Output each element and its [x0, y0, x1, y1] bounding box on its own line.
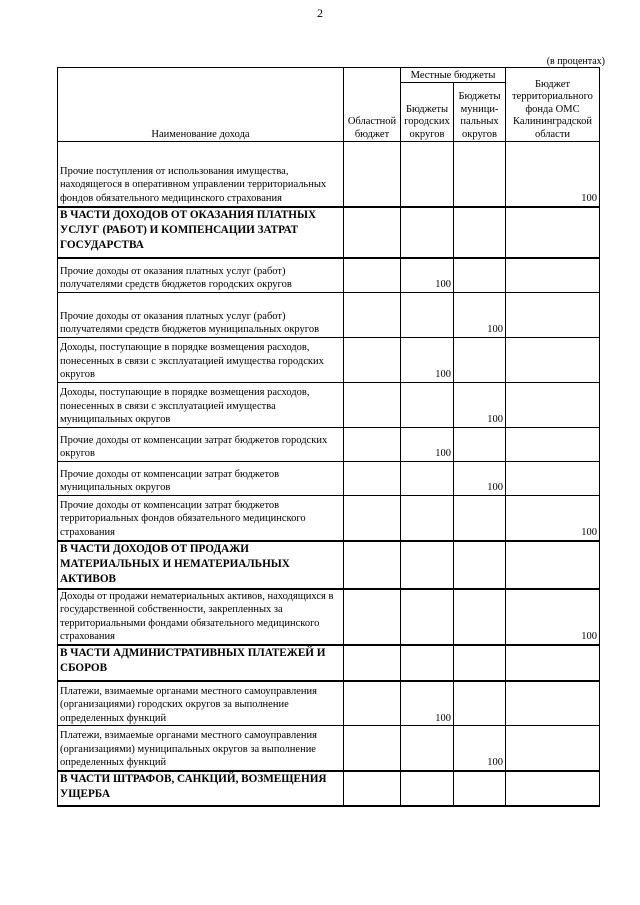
revenue-name: Прочие доходы от оказания платных услуг (работ) получателями средств бюджетов муниципальных округов — [58, 293, 344, 338]
empty-cell — [506, 207, 600, 258]
municipal-districts-share: 100 — [454, 293, 506, 338]
section-row — [58, 645, 600, 681]
table-row — [58, 681, 600, 726]
table-row — [58, 142, 600, 207]
city-districts-share: 100 — [401, 428, 454, 462]
regional-budget-share — [344, 293, 401, 338]
revenue-name: Доходы от продажи нематериальных активов, находящихся в государственной собственности, закрепленных за территориальными фондами обязательного медицинского страхования — [58, 589, 344, 645]
regional-budget-share — [344, 338, 401, 383]
table-row — [58, 589, 600, 645]
section-title: В ЧАСТИ ДОХОДОВ ОТ ОКАЗАНИЯ ПЛАТНЫХ УСЛУГ (РАБОТ) И КОМПЕНСАЦИИ ЗАТРАТ ГОСУДАРСТВА — [58, 207, 344, 258]
empty-cell — [506, 771, 600, 806]
regional-budget-share — [344, 726, 401, 771]
municipal-districts-share — [454, 428, 506, 462]
empty-cell — [506, 541, 600, 589]
oms-fund-share: 100 — [506, 589, 600, 645]
header-oms-fund-budget: Бюджет территориального фонда ОМС Калининградской области — [506, 68, 600, 142]
revenue-name: Доходы, поступающие в порядке возмещения расходов, понесенных в связи с эксплуатацией имущества городских округов — [58, 338, 344, 383]
oms-fund-share — [506, 462, 600, 496]
regional-budget-share — [344, 428, 401, 462]
section-row — [58, 771, 600, 806]
revenue-name: Платежи, взимаемые органами местного самоуправления (организациями) муниципальных округов за выполнение определенных функций — [58, 726, 344, 771]
empty-cell — [401, 771, 454, 806]
revenue-name: Платежи, взимаемые органами местного самоуправления (организациями) городских округов за выполнение определенных функций — [58, 681, 344, 726]
section-title: В ЧАСТИ ДОХОДОВ ОТ ПРОДАЖИ МАТЕРИАЛЬНЫХ И НЕМАТЕРИАЛЬНЫХ АКТИВОВ — [58, 541, 344, 589]
empty-cell — [344, 207, 401, 258]
empty-cell — [506, 645, 600, 681]
section-row — [58, 541, 600, 589]
table-row — [58, 726, 600, 771]
header-revenue-name: Наименование дохода — [58, 68, 344, 142]
section-title: В ЧАСТИ ШТРАФОВ, САНКЦИЙ, ВОЗМЕЩЕНИЯ УЩЕРБА — [58, 771, 344, 806]
municipal-districts-share: 100 — [454, 462, 506, 496]
city-districts-share — [401, 293, 454, 338]
revenue-name: Доходы, поступающие в порядке возмещения расходов, понесенных в связи с эксплуатацией имущества муниципальных округов — [58, 383, 344, 428]
regional-budget-share — [344, 383, 401, 428]
oms-fund-share: 100 — [506, 142, 600, 207]
table-row — [58, 462, 600, 496]
empty-cell — [344, 771, 401, 806]
section-title: В ЧАСТИ АДМИНИСТРАТИВНЫХ ПЛАТЕЖЕЙ И СБОРОВ — [58, 645, 344, 681]
municipal-districts-share — [454, 338, 506, 383]
municipal-districts-share: 100 — [454, 383, 506, 428]
revenue-name: Прочие доходы от оказания платных услуг (работ) получателями средств бюджетов городских округов — [58, 258, 344, 293]
header-regional-budget: Областной бюджет — [344, 68, 401, 142]
empty-cell — [401, 207, 454, 258]
municipal-districts-share — [454, 142, 506, 207]
table-row — [58, 496, 600, 541]
city-districts-share: 100 — [401, 258, 454, 293]
units-note: (в процентах) — [546, 56, 605, 67]
empty-cell — [454, 207, 506, 258]
revenue-name: Прочие поступления от использования имущества, находящегося в оперативном управлении территориальных фондов обязательного медицинского страхования — [58, 142, 344, 207]
oms-fund-share — [506, 681, 600, 726]
header-municipal-districts: Бюджеты муници-пальных округов — [454, 83, 506, 142]
revenue-name: Прочие доходы от компенсации затрат бюджетов муниципальных округов — [58, 462, 344, 496]
empty-cell — [454, 541, 506, 589]
revenue-distribution-table — [57, 67, 600, 807]
table-row — [58, 293, 600, 338]
city-districts-share — [401, 496, 454, 541]
header-city-districts: Бюджеты городских округов — [401, 83, 454, 142]
city-districts-share: 100 — [401, 338, 454, 383]
revenue-name: Прочие доходы от компенсации затрат бюджетов городских округов — [58, 428, 344, 462]
regional-budget-share — [344, 462, 401, 496]
city-districts-share — [401, 589, 454, 645]
empty-cell — [454, 645, 506, 681]
municipal-districts-share — [454, 681, 506, 726]
municipal-districts-share — [454, 258, 506, 293]
oms-fund-share — [506, 293, 600, 338]
oms-fund-share — [506, 428, 600, 462]
oms-fund-share — [506, 258, 600, 293]
empty-cell — [344, 541, 401, 589]
regional-budget-share — [344, 258, 401, 293]
header-local-budgets: Местные бюджеты — [401, 68, 506, 83]
oms-fund-share: 100 — [506, 496, 600, 541]
city-districts-share — [401, 462, 454, 496]
empty-cell — [401, 541, 454, 589]
oms-fund-share — [506, 383, 600, 428]
regional-budget-share — [344, 142, 401, 207]
regional-budget-share — [344, 589, 401, 645]
oms-fund-share — [506, 338, 600, 383]
table-row — [58, 258, 600, 293]
regional-budget-share — [344, 496, 401, 541]
municipal-districts-share — [454, 496, 506, 541]
city-districts-share — [401, 142, 454, 207]
municipal-districts-share — [454, 589, 506, 645]
table-row — [58, 338, 600, 383]
city-districts-share: 100 — [401, 681, 454, 726]
table-row — [58, 383, 600, 428]
city-districts-share — [401, 383, 454, 428]
empty-cell — [401, 645, 454, 681]
empty-cell — [344, 645, 401, 681]
revenue-name: Прочие доходы от компенсации затрат бюджетов территориальных фондов обязательного медицинского страхования — [58, 496, 344, 541]
table-row — [58, 428, 600, 462]
section-row — [58, 207, 600, 258]
city-districts-share — [401, 726, 454, 771]
empty-cell — [454, 771, 506, 806]
regional-budget-share — [344, 681, 401, 726]
oms-fund-share — [506, 726, 600, 771]
page-number: 2 — [317, 6, 323, 20]
municipal-districts-share: 100 — [454, 726, 506, 771]
